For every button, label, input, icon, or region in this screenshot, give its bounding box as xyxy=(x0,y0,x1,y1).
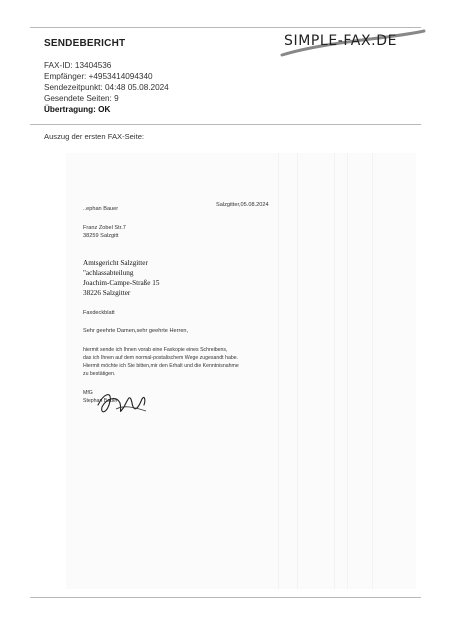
scan-line xyxy=(278,153,279,589)
fax-body-line3: Hiermit möchte ich Sie bitten,mir den Erhalt und die Kenntnisnahme xyxy=(83,363,239,369)
scan-line xyxy=(334,153,335,589)
fax-signature-name: Stephan Bauer xyxy=(83,398,118,404)
report-title: SENDEBERICHT xyxy=(44,38,126,49)
fax-date-place: Salzgitter,05.08.2024 xyxy=(216,202,269,208)
pages-sent: Gesendete Seiten: 9 xyxy=(44,94,119,103)
simple-fax-logo xyxy=(278,27,428,59)
fax-sender-name: ..ephan Bauer xyxy=(83,206,119,212)
fax-recipient-line2: "achlassabteilung xyxy=(83,269,134,277)
transmission-label: Übertragung: xyxy=(44,105,96,114)
fax-body-line4: zu bestätigen. xyxy=(83,371,116,377)
fax-subject: Faxdeckblatt xyxy=(83,310,115,316)
recipient-number: Empfänger: +4953414094340 xyxy=(44,72,153,81)
fax-body-line2: das ich Ihnen auf dem normal-postalischem Wege zugesandt habe. xyxy=(83,355,239,361)
logo-text: SIMPLE-FAX.DE xyxy=(284,33,398,49)
fax-closing: MfG xyxy=(83,390,93,396)
scan-line xyxy=(347,153,348,589)
excerpt-label: Auszug der ersten FAX-Seite: xyxy=(44,132,145,141)
fax-recipient-line3: Joachim-Campe-Straße 15 xyxy=(83,279,160,287)
fax-salutation: Sehr geehrte Damen,sehr geehrte Herren, xyxy=(83,328,189,334)
report-details xyxy=(44,60,169,115)
fax-sender-street: Franz Zobel Str.7 xyxy=(83,225,126,231)
bottom-divider xyxy=(30,597,421,598)
fax-recipient-line4: 38226 Salzgitter xyxy=(83,289,131,297)
middle-divider xyxy=(30,124,421,125)
fax-page-preview xyxy=(66,153,416,589)
fax-id: FAX-ID: 13404536 xyxy=(44,61,112,70)
transmission-status: OK xyxy=(98,105,111,114)
fax-body-line1: hiermit sende ich Ihnen vorab eine Faxkopie eines Schreibens, xyxy=(83,347,228,353)
scan-line xyxy=(297,153,298,589)
scan-line xyxy=(372,153,373,589)
fax-recipient-line1: Amtsgericht Salzgitter xyxy=(83,259,148,267)
handwritten-signature xyxy=(94,385,150,421)
fax-sender-city: 38259 Salzgitt xyxy=(83,233,119,239)
send-time: Sendezeitpunkt: 04:48 05.08.2024 xyxy=(44,83,169,92)
transmission-status-line xyxy=(44,104,169,115)
